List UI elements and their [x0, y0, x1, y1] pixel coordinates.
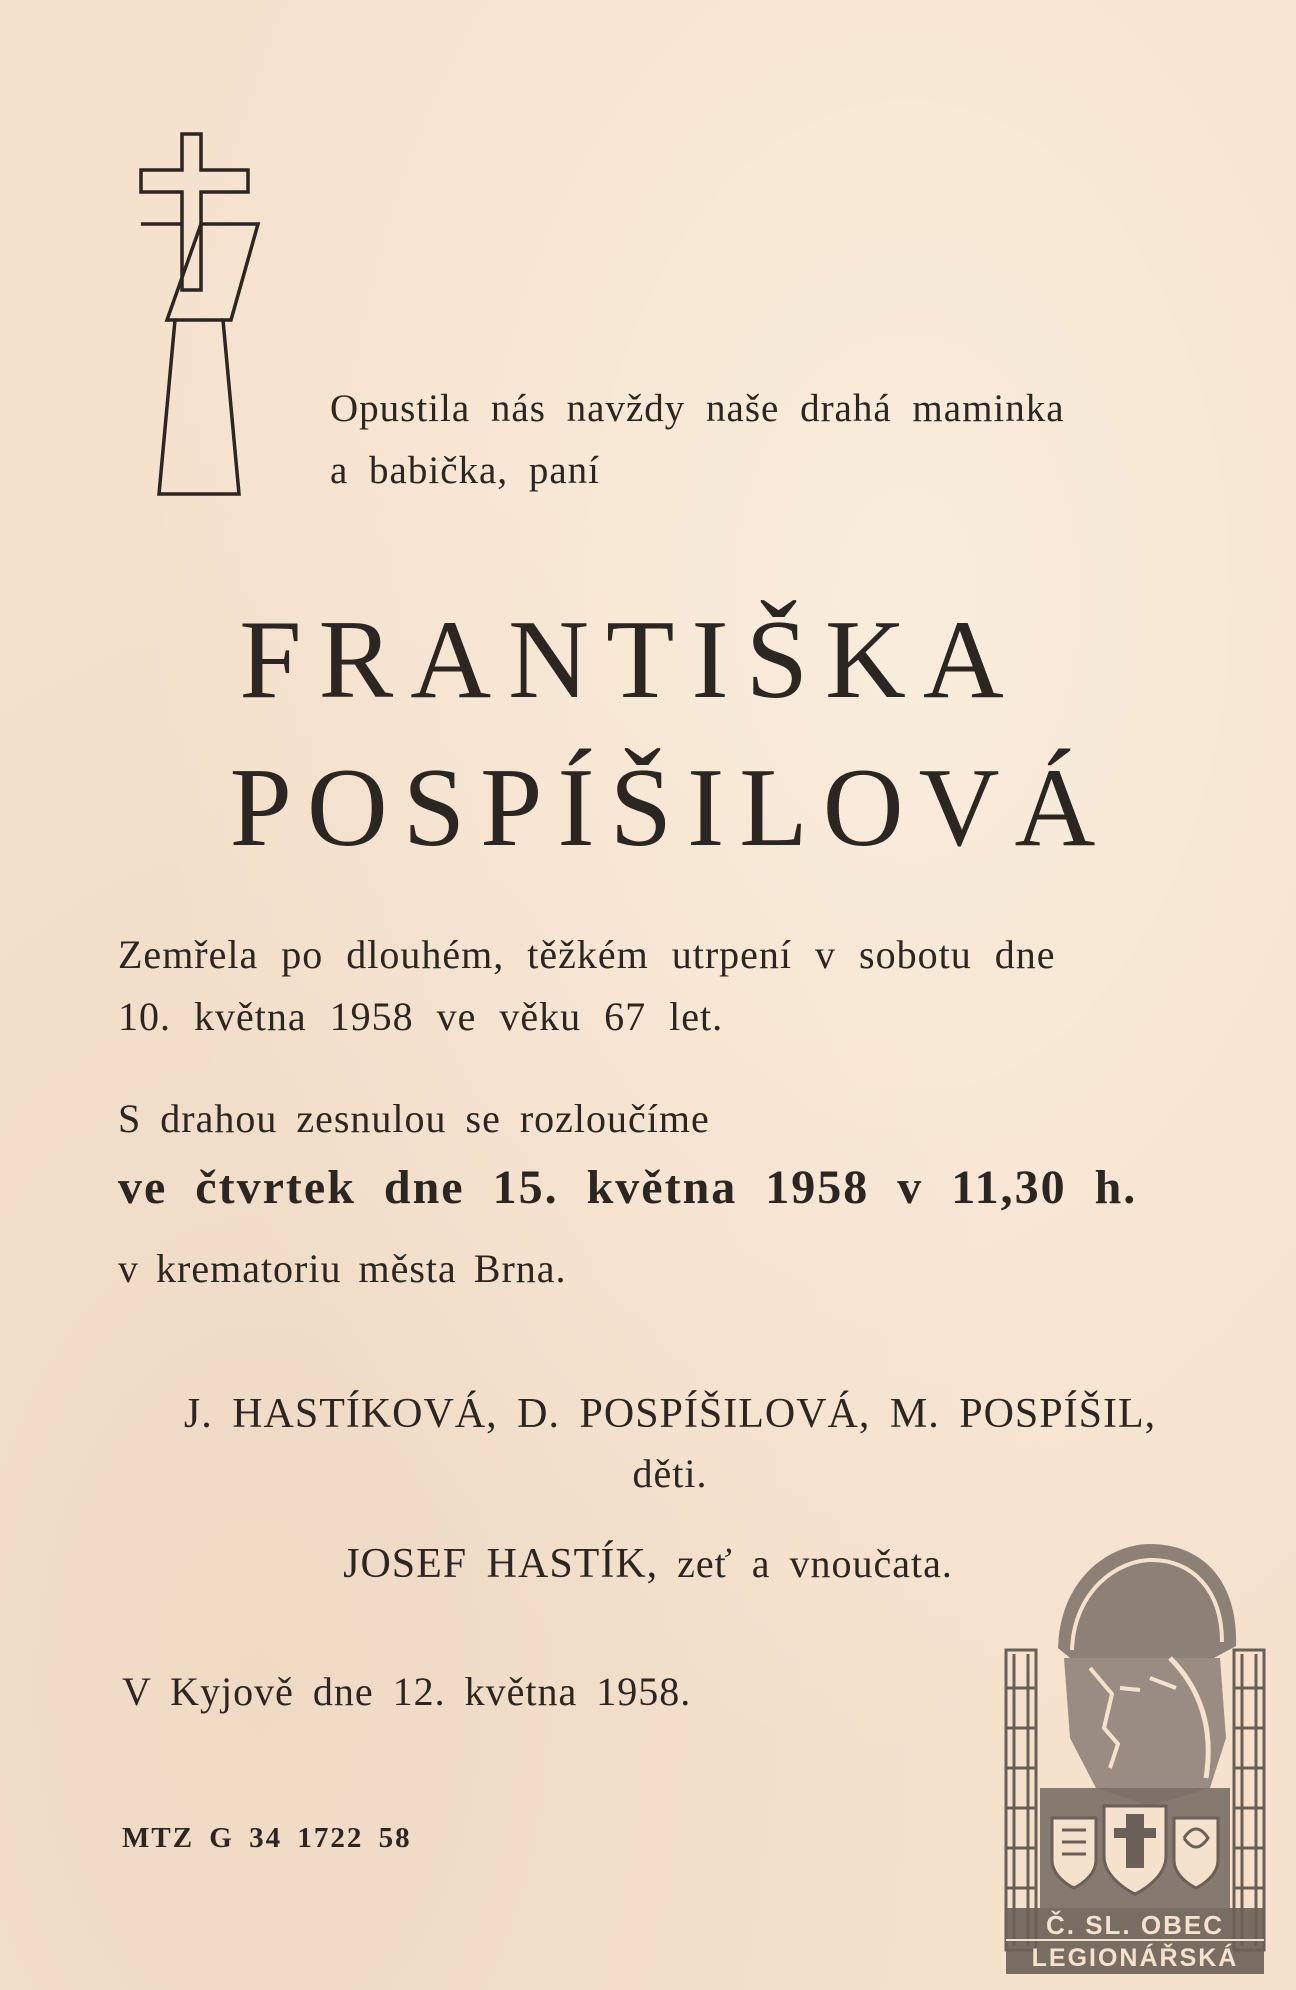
death-notice — [118, 924, 1198, 1048]
son-in-law-name: JOSEF HASTÍK, — [343, 1541, 659, 1587]
farewell-line: S drahou zesnulou se rozloučíme — [118, 1096, 710, 1141]
funeral-date-time: ve čtvrtek dne 15. května 1958 v 11,30 h. — [118, 1161, 1138, 1214]
deceased-first-name: FRANTIŠKA — [239, 598, 1021, 722]
intro-line-1: Opustila nás navždy naše drahá maminka — [330, 387, 1065, 430]
deceased-last-name: POSPÍŠILOVÁ — [229, 746, 1111, 870]
children-names: J. HASTÍKOVÁ, D. POSPÍŠILOVÁ, M. POSPÍŠIL, — [183, 1391, 1157, 1437]
intro-text — [330, 378, 1210, 502]
son-in-law-rest: zeť a vnoučata. — [677, 1541, 953, 1586]
place-and-date: V Kyjově dne 12. května 1958. — [122, 1669, 692, 1714]
children-label: děti. — [632, 1451, 708, 1496]
death-notice-line-2: 10. května 1958 ve věku 67 let. — [118, 994, 724, 1039]
cross-icon — [135, 132, 265, 502]
stamp-text-1: Č. SL. OBEC — [1045, 1910, 1225, 1940]
funeral-place: v krematoriu města Brna. — [118, 1246, 567, 1291]
death-notice-line-1: Zemřela po dlouhém, těžkém utrpení v sobotu dne — [118, 932, 1056, 977]
intro-line-2: a babička, paní — [330, 449, 600, 492]
print-code: MTZ G 34 1722 58 — [122, 1822, 412, 1854]
legionnaire-stamp-icon — [1000, 1538, 1270, 1978]
stamp-text-2: LEGIONÁŘSKÁ — [1031, 1944, 1239, 1972]
